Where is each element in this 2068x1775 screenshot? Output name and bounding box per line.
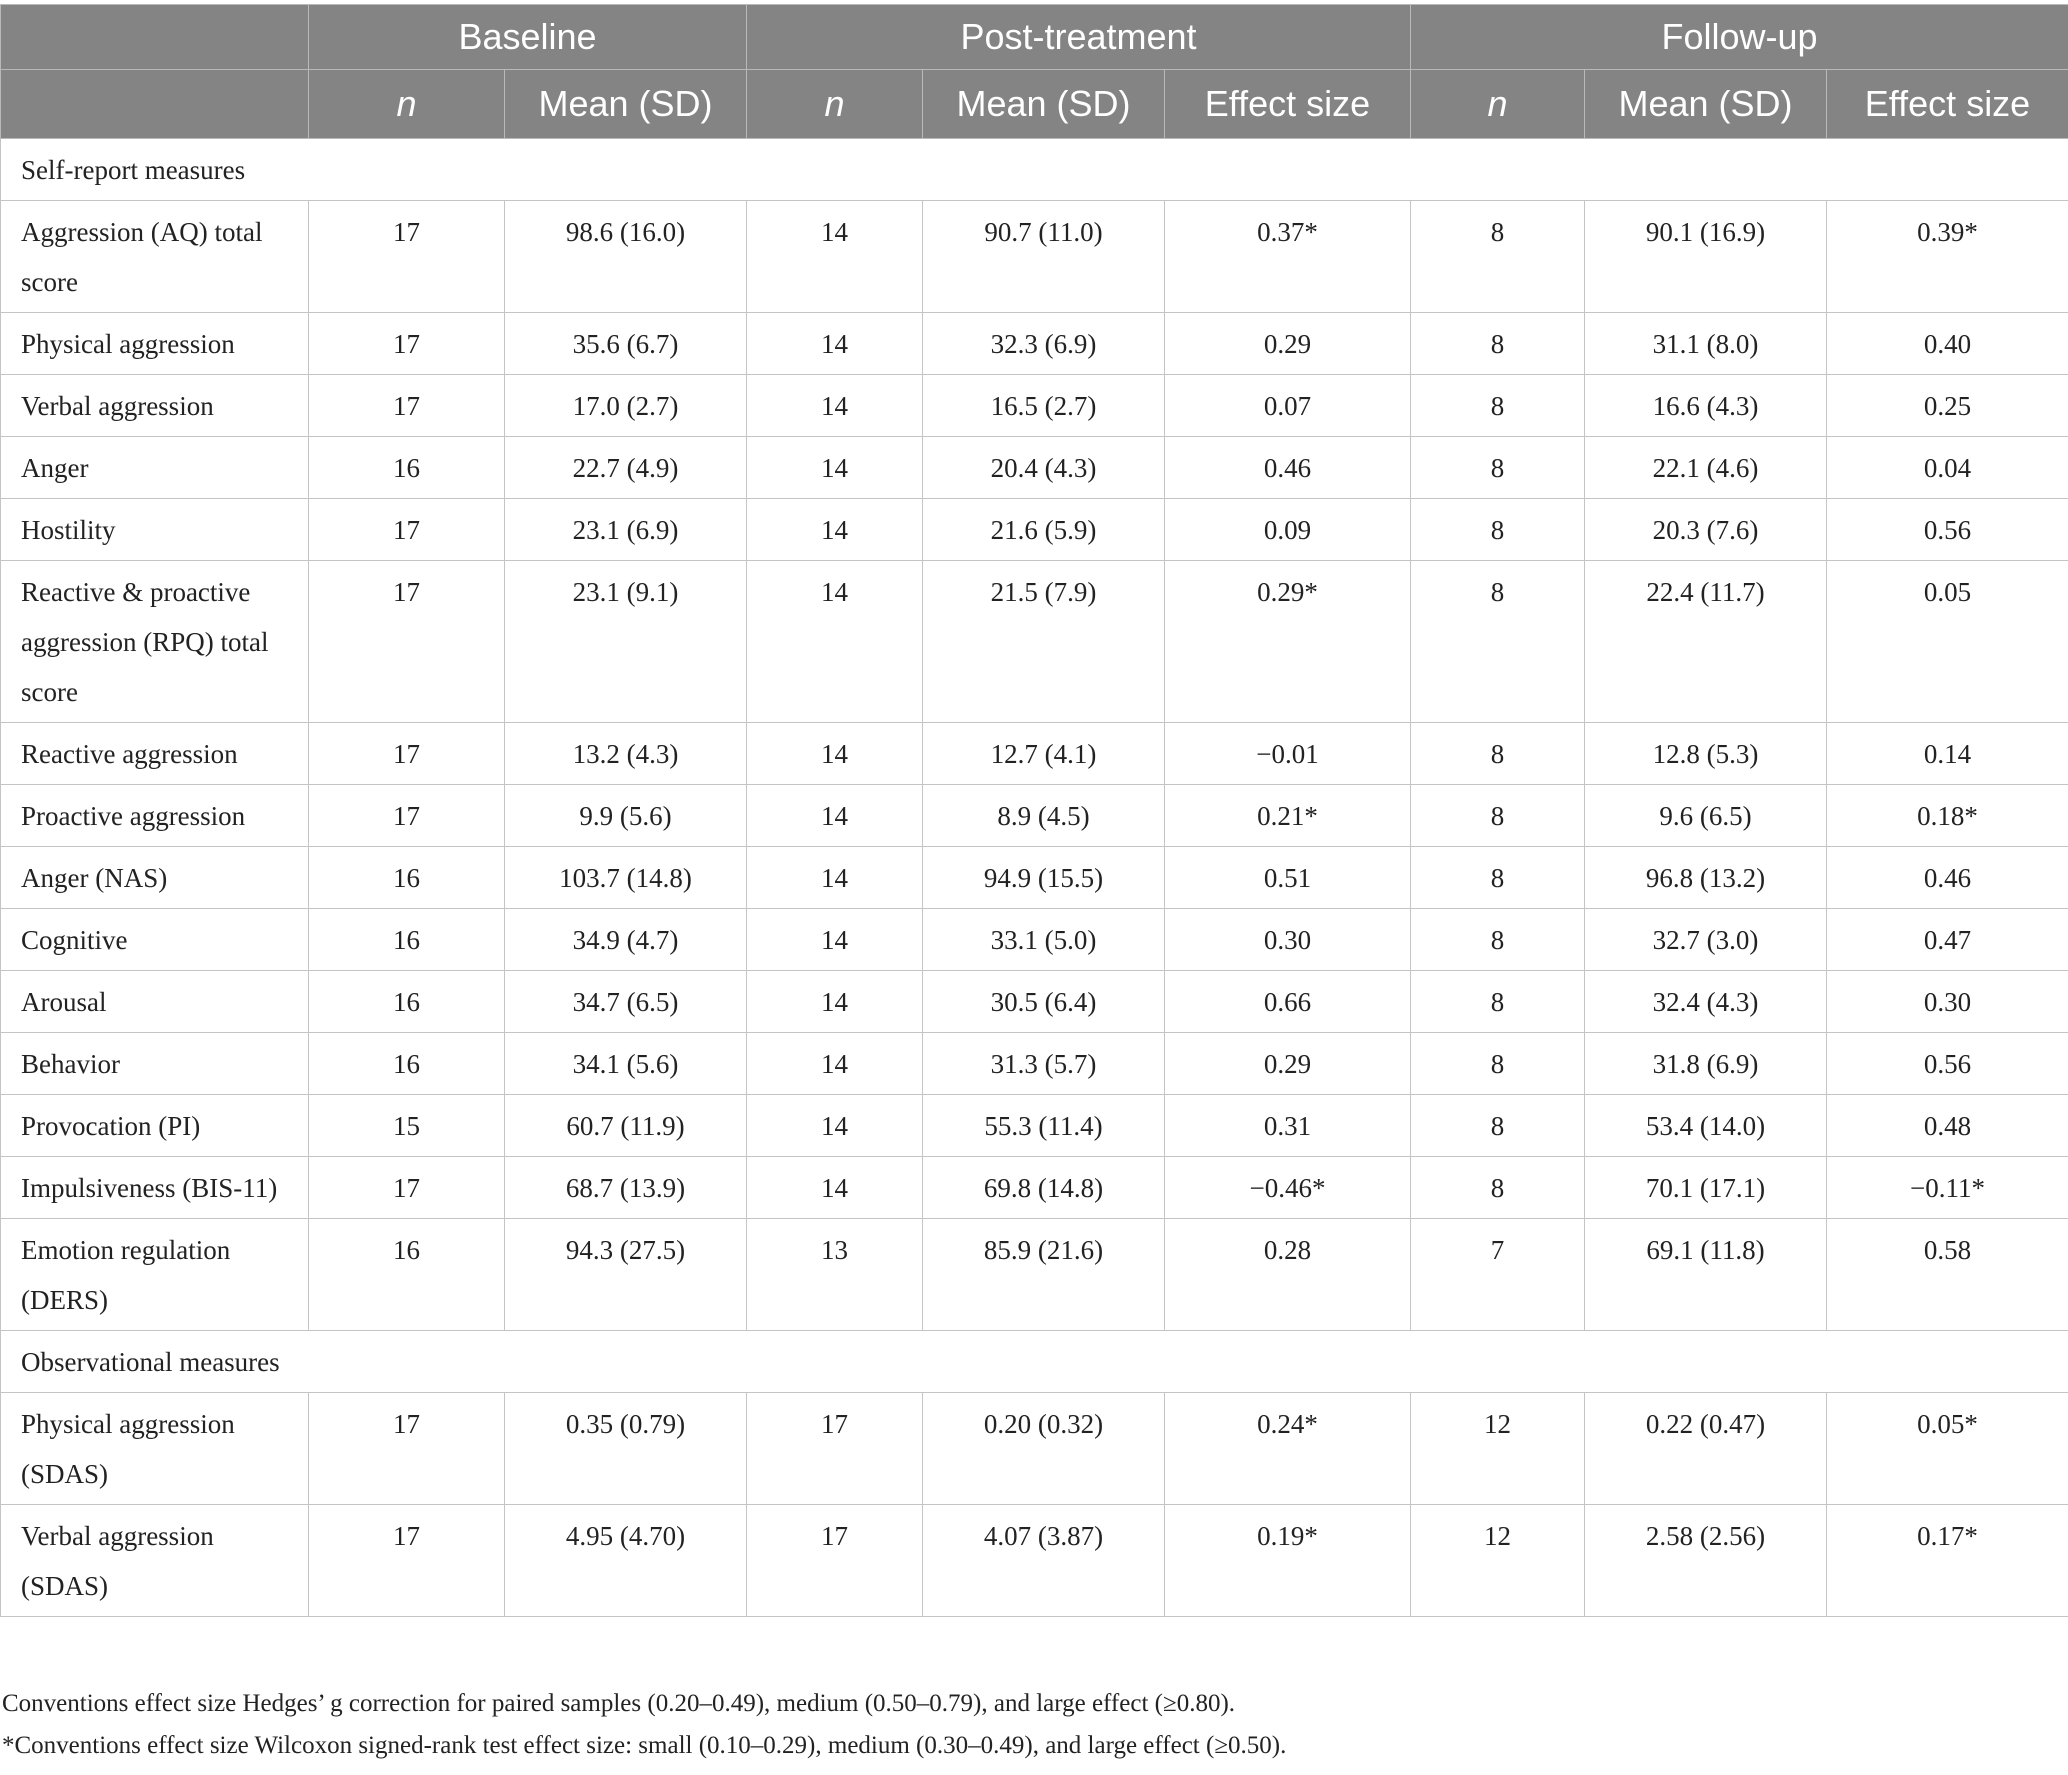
baseline-mean-sd: 34.1 (5.6) [505,1033,747,1095]
post-effect-size: 0.29 [1165,313,1411,375]
followup-n: 12 [1411,1393,1585,1505]
baseline-n: 17 [309,1393,505,1505]
results-table [0,4,2068,1617]
post-n: 14 [747,785,923,847]
table-row [1,909,2068,971]
post-mean-sd: 21.5 (7.9) [923,561,1165,723]
followup-n: 8 [1411,1157,1585,1219]
post-n: 14 [747,437,923,499]
followup-mean-sd: 96.8 (13.2) [1585,847,1827,909]
followup-n: 12 [1411,1505,1585,1617]
baseline-mean-sd: 103.7 (14.8) [505,847,747,909]
post-mean-sd: 21.6 (5.9) [923,499,1165,561]
post-n: 14 [747,909,923,971]
row-label: Impulsiveness (BIS-11) [1,1157,309,1219]
header-baseline: Baseline [309,5,747,70]
followup-n: 8 [1411,437,1585,499]
row-label: Proactive aggression [1,785,309,847]
header-effect-size: Effect size [1827,70,2068,139]
post-effect-size: 0.66 [1165,971,1411,1033]
table-row [1,1033,2068,1095]
header-blank [1,5,309,70]
post-effect-size: 0.21* [1165,785,1411,847]
post-mean-sd: 69.8 (14.8) [923,1157,1165,1219]
table-row [1,561,2068,723]
header-follow-up: Follow-up [1411,5,2068,70]
baseline-mean-sd: 0.35 (0.79) [505,1393,747,1505]
table-row [1,1219,2068,1331]
baseline-n: 16 [309,847,505,909]
followup-n: 8 [1411,375,1585,437]
sub-header-row [1,70,2068,139]
baseline-n: 15 [309,1095,505,1157]
followup-mean-sd: 20.3 (7.6) [1585,499,1827,561]
followup-effect-size: 0.30 [1827,971,2068,1033]
post-mean-sd: 20.4 (4.3) [923,437,1165,499]
followup-n: 8 [1411,847,1585,909]
followup-n: 8 [1411,499,1585,561]
baseline-n: 17 [309,375,505,437]
table-row [1,313,2068,375]
followup-n: 8 [1411,971,1585,1033]
post-n: 14 [747,1033,923,1095]
baseline-n: 16 [309,1033,505,1095]
table-row [1,1505,2068,1617]
row-label: Physical aggression [1,313,309,375]
followup-n: 8 [1411,313,1585,375]
post-n: 14 [747,375,923,437]
row-label: Arousal [1,971,309,1033]
table-notes [2,1683,2062,1767]
row-label: Physical aggression (SDAS) [1,1393,309,1505]
baseline-n: 16 [309,1219,505,1331]
post-n: 13 [747,1219,923,1331]
row-label: Emotion regulation (DERS) [1,1219,309,1331]
followup-effect-size: 0.56 [1827,499,2068,561]
table-row [1,1095,2068,1157]
post-n: 14 [747,1095,923,1157]
baseline-n: 16 [309,909,505,971]
row-label: Behavior [1,1033,309,1095]
followup-n: 8 [1411,1033,1585,1095]
table-row [1,375,2068,437]
post-n: 14 [747,847,923,909]
followup-n: 8 [1411,909,1585,971]
section-header-row [1,139,2068,201]
followup-mean-sd: 16.6 (4.3) [1585,375,1827,437]
baseline-n: 17 [309,1505,505,1617]
header-mean-sd: Mean (SD) [1585,70,1827,139]
baseline-n: 17 [309,561,505,723]
header-n: n [309,70,505,139]
followup-n: 8 [1411,723,1585,785]
row-label: Reactive & proactive aggression (RPQ) total score [1,561,309,723]
post-n: 14 [747,723,923,785]
note-wilcoxon: *Conventions effect size Wilcoxon signed-rank test effect size: small (0.10–0.29), medium (0.30–0.49), and large effect (≥0.50). [2,1732,1287,1759]
header-n: n [747,70,923,139]
header-n: n [1411,70,1585,139]
followup-effect-size: 0.04 [1827,437,2068,499]
baseline-mean-sd: 4.95 (4.70) [505,1505,747,1617]
followup-mean-sd: 12.8 (5.3) [1585,723,1827,785]
post-mean-sd: 94.9 (15.5) [923,847,1165,909]
post-n: 17 [747,1393,923,1505]
post-effect-size: 0.30 [1165,909,1411,971]
table-row [1,847,2068,909]
followup-n: 8 [1411,201,1585,313]
followup-effect-size: 0.40 [1827,313,2068,375]
followup-effect-size: −0.11* [1827,1157,2068,1219]
table-row [1,1393,2068,1505]
baseline-mean-sd: 13.2 (4.3) [505,723,747,785]
followup-effect-size: 0.39* [1827,201,2068,313]
table-row [1,499,2068,561]
post-mean-sd: 8.9 (4.5) [923,785,1165,847]
post-effect-size: 0.19* [1165,1505,1411,1617]
followup-effect-size: 0.46 [1827,847,2068,909]
post-n: 14 [747,1157,923,1219]
followup-effect-size: 0.18* [1827,785,2068,847]
post-effect-size: 0.07 [1165,375,1411,437]
followup-effect-size: 0.05 [1827,561,2068,723]
post-mean-sd: 33.1 (5.0) [923,909,1165,971]
post-n: 14 [747,313,923,375]
post-n: 14 [747,499,923,561]
followup-n: 8 [1411,1095,1585,1157]
baseline-mean-sd: 60.7 (11.9) [505,1095,747,1157]
header-post-treatment: Post-treatment [747,5,1411,70]
post-effect-size: 0.37* [1165,201,1411,313]
header-blank [1,70,309,139]
baseline-n: 17 [309,1157,505,1219]
post-mean-sd: 12.7 (4.1) [923,723,1165,785]
post-mean-sd: 30.5 (6.4) [923,971,1165,1033]
post-effect-size: 0.46 [1165,437,1411,499]
table-row [1,437,2068,499]
row-label: Provocation (PI) [1,1095,309,1157]
post-mean-sd: 32.3 (6.9) [923,313,1165,375]
followup-effect-size: 0.47 [1827,909,2068,971]
baseline-n: 17 [309,499,505,561]
baseline-n: 17 [309,201,505,313]
followup-n: 8 [1411,561,1585,723]
baseline-mean-sd: 9.9 (5.6) [505,785,747,847]
followup-n: 8 [1411,785,1585,847]
followup-mean-sd: 70.1 (17.1) [1585,1157,1827,1219]
followup-mean-sd: 69.1 (11.8) [1585,1219,1827,1331]
followup-mean-sd: 2.58 (2.56) [1585,1505,1827,1617]
followup-effect-size: 0.56 [1827,1033,2068,1095]
baseline-mean-sd: 23.1 (9.1) [505,561,747,723]
header-mean-sd: Mean (SD) [505,70,747,139]
baseline-mean-sd: 34.9 (4.7) [505,909,747,971]
section-title: Observational measures [1,1331,2068,1393]
row-label: Cognitive [1,909,309,971]
baseline-mean-sd: 94.3 (27.5) [505,1219,747,1331]
followup-effect-size: 0.58 [1827,1219,2068,1331]
baseline-mean-sd: 98.6 (16.0) [505,201,747,313]
post-effect-size: 0.51 [1165,847,1411,909]
post-n: 14 [747,561,923,723]
post-n: 17 [747,1505,923,1617]
followup-effect-size: 0.05* [1827,1393,2068,1505]
row-label: Verbal aggression (SDAS) [1,1505,309,1617]
followup-mean-sd: 32.4 (4.3) [1585,971,1827,1033]
baseline-n: 16 [309,437,505,499]
followup-mean-sd: 22.4 (11.7) [1585,561,1827,723]
post-effect-size: 0.29 [1165,1033,1411,1095]
post-mean-sd: 90.7 (11.0) [923,201,1165,313]
section-title: Self-report measures [1,139,2068,201]
post-n: 14 [747,201,923,313]
followup-mean-sd: 32.7 (3.0) [1585,909,1827,971]
followup-mean-sd: 0.22 (0.47) [1585,1393,1827,1505]
post-mean-sd: 0.20 (0.32) [923,1393,1165,1505]
followup-n: 7 [1411,1219,1585,1331]
post-effect-size: −0.01 [1165,723,1411,785]
followup-mean-sd: 53.4 (14.0) [1585,1095,1827,1157]
baseline-n: 17 [309,723,505,785]
row-label: Aggression (AQ) total score [1,201,309,313]
baseline-n: 17 [309,313,505,375]
baseline-mean-sd: 34.7 (6.5) [505,971,747,1033]
header-effect-size: Effect size [1165,70,1411,139]
post-mean-sd: 16.5 (2.7) [923,375,1165,437]
post-effect-size: −0.46* [1165,1157,1411,1219]
post-effect-size: 0.31 [1165,1095,1411,1157]
followup-effect-size: 0.25 [1827,375,2068,437]
table-row [1,971,2068,1033]
followup-mean-sd: 9.6 (6.5) [1585,785,1827,847]
results-table-container [0,4,2068,1617]
followup-mean-sd: 90.1 (16.9) [1585,201,1827,313]
post-effect-size: 0.28 [1165,1219,1411,1331]
table-row [1,1157,2068,1219]
baseline-n: 17 [309,785,505,847]
post-effect-size: 0.24* [1165,1393,1411,1505]
baseline-mean-sd: 22.7 (4.9) [505,437,747,499]
table-row [1,201,2068,313]
baseline-mean-sd: 68.7 (13.9) [505,1157,747,1219]
row-label: Anger (NAS) [1,847,309,909]
followup-effect-size: 0.17* [1827,1505,2068,1617]
followup-effect-size: 0.14 [1827,723,2068,785]
followup-mean-sd: 31.8 (6.9) [1585,1033,1827,1095]
row-label: Verbal aggression [1,375,309,437]
followup-effect-size: 0.48 [1827,1095,2068,1157]
baseline-mean-sd: 35.6 (6.7) [505,313,747,375]
row-label: Anger [1,437,309,499]
header-mean-sd: Mean (SD) [923,70,1165,139]
table-row [1,785,2068,847]
post-effect-size: 0.29* [1165,561,1411,723]
section-header-row [1,1331,2068,1393]
post-mean-sd: 85.9 (21.6) [923,1219,1165,1331]
group-header-row [1,5,2068,70]
row-label: Reactive aggression [1,723,309,785]
post-effect-size: 0.09 [1165,499,1411,561]
post-mean-sd: 55.3 (11.4) [923,1095,1165,1157]
table-body [1,139,2068,1617]
followup-mean-sd: 31.1 (8.0) [1585,313,1827,375]
followup-mean-sd: 22.1 (4.6) [1585,437,1827,499]
baseline-mean-sd: 17.0 (2.7) [505,375,747,437]
post-mean-sd: 31.3 (5.7) [923,1033,1165,1095]
baseline-n: 16 [309,971,505,1033]
post-n: 14 [747,971,923,1033]
row-label: Hostility [1,499,309,561]
table-row [1,723,2068,785]
post-mean-sd: 4.07 (3.87) [923,1505,1165,1617]
note-hedges: Conventions effect size Hedges’ g correction for paired samples (0.20–0.49), medium (0.50–0.79), and large effect (≥0.80). [2,1690,1236,1717]
baseline-mean-sd: 23.1 (6.9) [505,499,747,561]
